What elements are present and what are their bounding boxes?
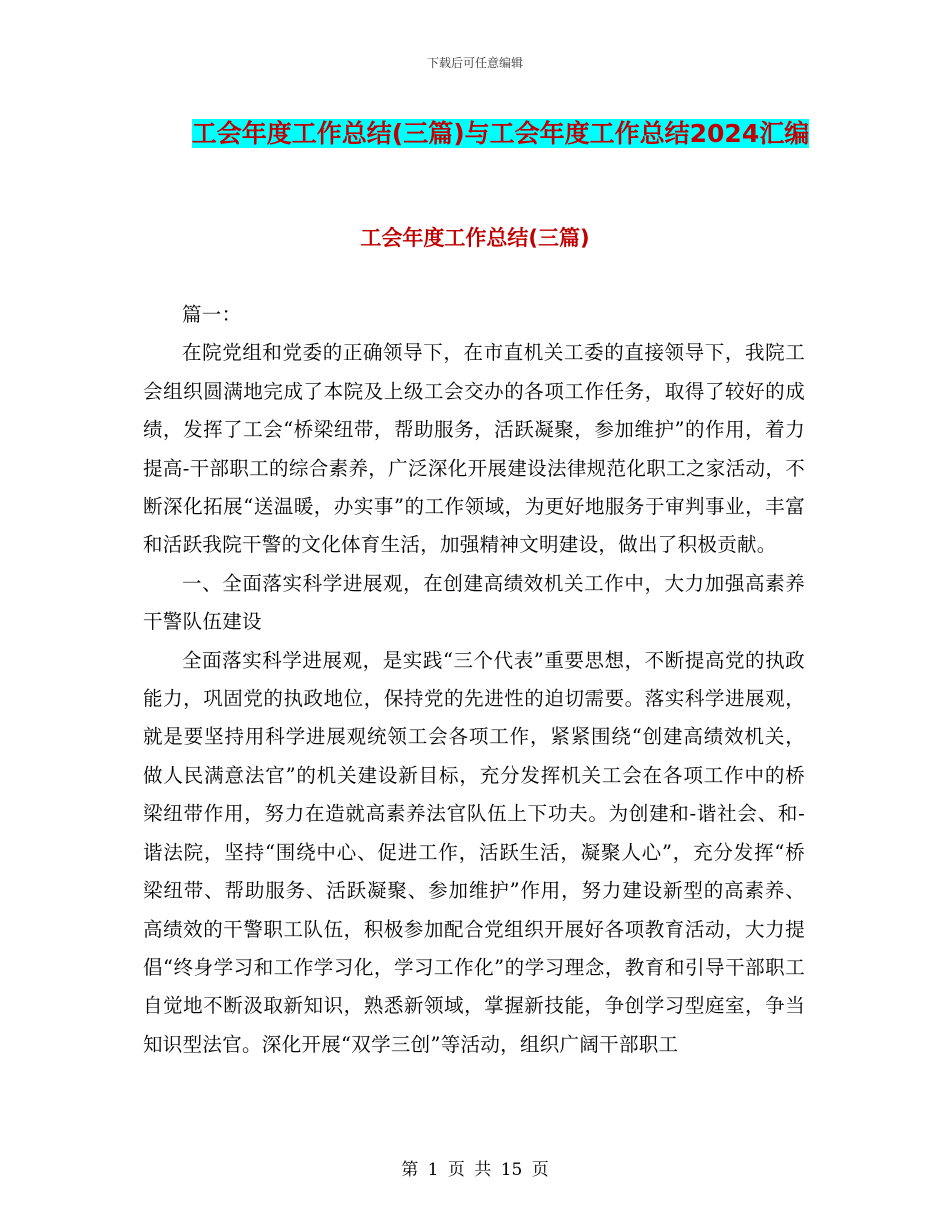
section-title: 工会年度工作总结(三篇) (360, 226, 590, 250)
header-note: 下载后可任意编辑 (426, 56, 523, 70)
document-title (188, 112, 813, 156)
paragraph: 篇一： (182, 303, 242, 326)
paragraph: 一、全面落实科学进展观，在创建高绩效机关工作中，大力加强高素养干警队伍建设 (143, 571, 805, 634)
paragraph: 在院党组和党委的正确领导下，在市直机关工委的直接领导下，我院工会组织圆满地完成了本院及上级工会交办的各项工作任务，取得了较好的成绩，发挥了工会“桥梁纽带，帮助服务，活跃凝聚，参加维护”的作用，着力提高-干部职工的综合素养，广泛深化开展建设法律规范化职工之家活动，不断深化拓展“送温暖，办实事”的工作领域，为更好地服务于审判事业，丰富和活跃我院干警的文化体育生活，加强精神文明建设，做出了积极贡献。 (143, 341, 805, 557)
document-title-text: 工会年度工作总结(三篇)与工会年度工作总结2024汇编 (191, 119, 810, 148)
body-text (143, 296, 805, 1064)
paragraph: 全面落实科学进展观，是实践“三个代表”重要思想，不断提高党的执政能力，巩固党的执政地位，保持党的先进性的迫切需要。落实科学进展观，就是要坚持用科学进展观统领工会各项工作，紧紧围绕“创建高绩效机关，做人民满意法官”的机关建设新目标，充分发挥机关工会在各项工作中的桥梁纽带作用，努力在造就高素养法官队伍上下功夫。为创建和-谐社会、和-谐法院，坚持“围绕中心、促进工作，活跃生活，凝聚人心”，充分发挥“桥梁纽带、帮助服务、活跃凝聚、参加维护”作用，努力建设新型的高素养、高绩效的干警职工队伍，积极参加配合党组织开展好各项教育活动，大力提倡“终身学习和工作学习化，学习工作化”的学习理念，教育和引导干部职工自觉地不断汲取新知识，熟悉新领域，掌握新技能，争创学习型庭室，争当知识型法官。深化开展“双学三创”等活动，组织广阔干部职工 (143, 648, 805, 1056)
page-footer: 第 1 页 共 15 页 (401, 1160, 549, 1180)
